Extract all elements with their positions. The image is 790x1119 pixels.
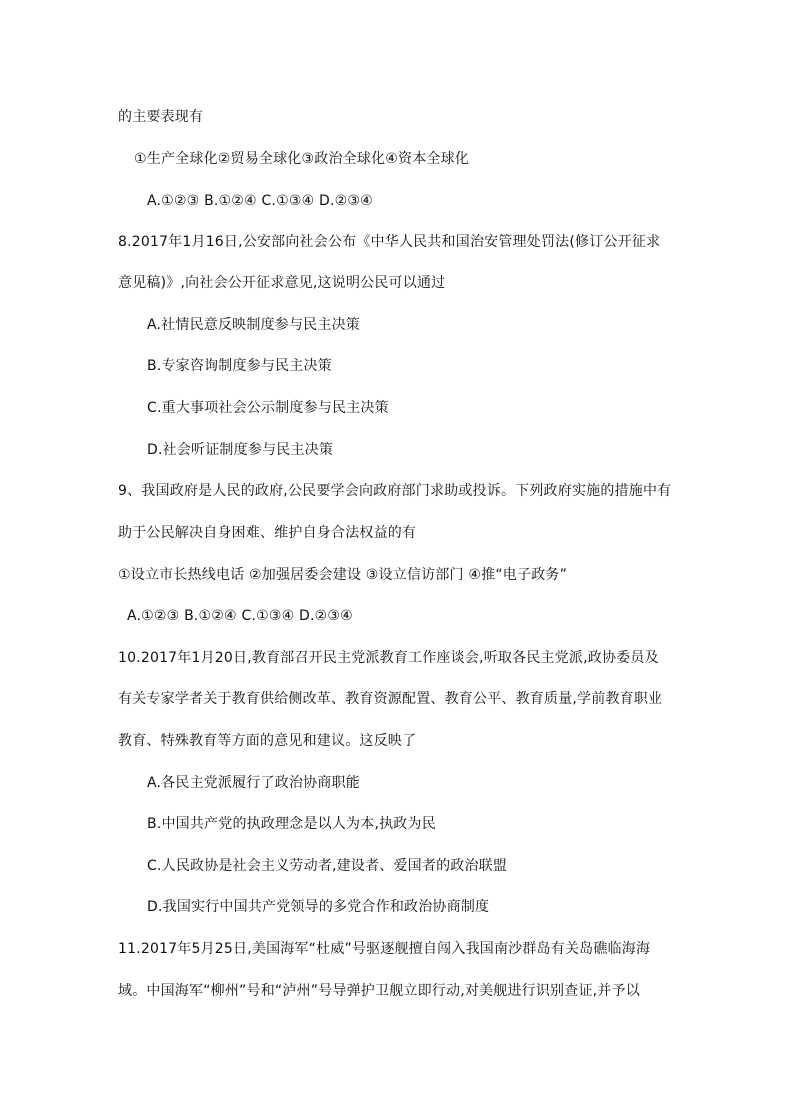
- question-8-option-d: D.社会听证制度参与民主决策: [147, 442, 334, 458]
- question-8-option-a: A.社情民意反映制度参与民主决策: [147, 317, 360, 333]
- question-10-option-a: A.各民主党派履行了政治协商职能: [147, 775, 360, 791]
- question-10-stem-line-3: 教育、特殊教育等方面的意见和建议。这反映了: [118, 733, 417, 749]
- question-7-statements: ①生产全球化②贸易全球化③政治全球化④资本全球化: [134, 151, 470, 167]
- question-11-stem-line-1: 11.2017年5月25日,美国海军“杜威”号驱逐舰擅自闯入我国南沙群岛有关岛礁临海海: [118, 941, 651, 957]
- question-10-option-c: C.人民政协是社会主义劳动者,建设者、爱国者的政治联盟: [147, 858, 508, 874]
- question-10-option-b: B.中国共产党的执政理念是以人为本,执政为民: [147, 816, 436, 832]
- question-8-stem-line-2: 意见稿)》,向社会公开征求意见,这说明公民可以通过: [118, 275, 446, 291]
- question-7-stem-continuation: 的主要表现有: [118, 109, 204, 125]
- question-8-option-b: B.专家咨询制度参与民主决策: [147, 358, 332, 374]
- question-8-option-c: C.重大事项社会公示制度参与民主决策: [147, 400, 389, 416]
- question-9-stem-line-1: 9、我国政府是人民的政府,公民要学会向政府部门求助或投诉。下列政府实施的措施中有: [118, 483, 672, 499]
- question-11-stem-line-2: 域。中国海军“柳州”号和“泸州”号导弹护卫舰立即行动,对美舰进行识别查证,并予以: [118, 983, 640, 999]
- question-8-stem-line-1: 8.2017年1月16日,公安部向社会公布《中华人民共和国治安管理处罚法(修订公开征求: [118, 234, 661, 250]
- question-9-options: A.①②③ B.①②④ C.①③④ D.②③④: [127, 608, 353, 624]
- question-10-stem-line-1: 10.2017年1月20日,教育部召开民主党派教育工作座谈会,听取各民主党派,政协委员及: [118, 650, 659, 666]
- question-9-statements: ①设立市长热线电话 ②加强居委会建设 ③设立信访部门 ④推“电子政务”: [118, 567, 568, 583]
- question-9-stem-line-2: 助于公民解决自身困难、维护自身合法权益的有: [118, 525, 417, 541]
- question-10-option-d: D.我国实行中国共产党领导的多党合作和政治协商制度: [147, 899, 490, 915]
- question-10-stem-line-2: 有关专家学者关于教育供给侧改革、教育资源配置、教育公平、教育质量,学前教育职业: [118, 691, 663, 707]
- question-7-options: A.①②③ B.①②④ C.①③④ D.②③④: [147, 193, 373, 209]
